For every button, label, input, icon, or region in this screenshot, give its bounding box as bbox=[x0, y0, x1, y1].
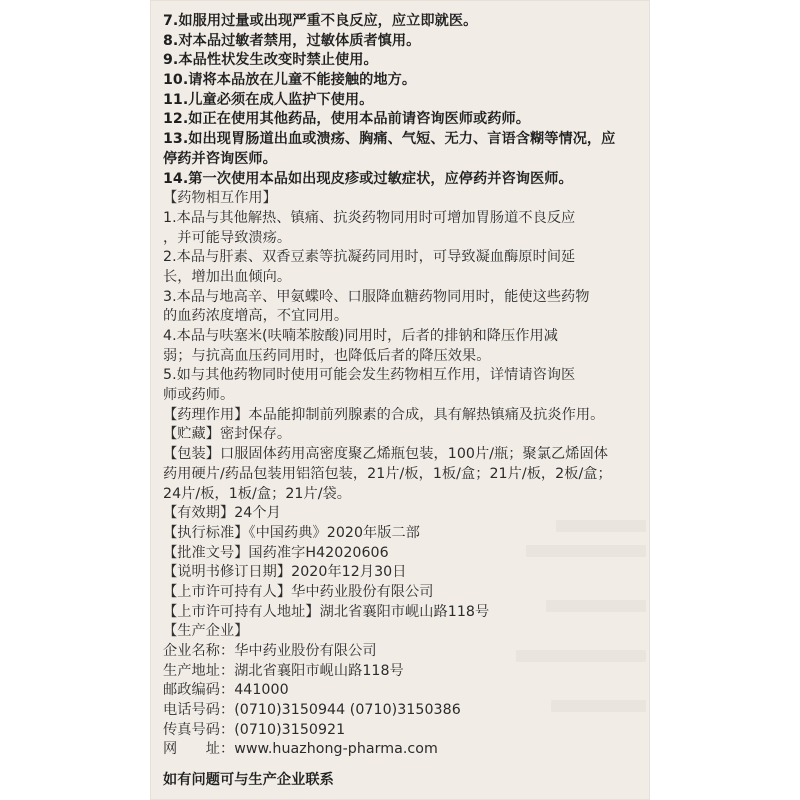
spacer bbox=[163, 760, 641, 771]
packaging-line: 24片/板，1板/盒；21片/袋。 bbox=[163, 485, 352, 502]
precaution-item: 10.请将本品放在儿童不能接触的地方。 bbox=[163, 72, 417, 89]
pharmacology-section: 【药理作用】本品能抑制前列腺素的合成，具有解热镇痛及抗炎作用。 bbox=[163, 406, 605, 423]
precaution-item: 14.第一次使用本品如出现皮疹或过敏症状，应停药并咨询医师。 bbox=[163, 170, 573, 187]
precaution-item: 13.如出现胃肠道出血或溃疡、胸痛、气短、无力、言语含糊等情况，应 bbox=[163, 131, 616, 148]
interactions-header: 【药物相互作用】 bbox=[163, 190, 277, 207]
interaction-line: 1.本品与其他解热、镇痛、抗炎药物同用时可增加胃肠道不良反应 bbox=[163, 209, 576, 226]
interaction-line: 弱；与抗高血压药同用时，也降低后者的降压效果。 bbox=[163, 347, 491, 364]
manufacturer-header: 【生产企业】 bbox=[163, 623, 249, 640]
interaction-line: 4.本品与呋塞米(呋喃苯胺酸)同用时，后者的排钠和降压作用减 bbox=[163, 328, 558, 344]
manufacturer-line: 传真号码：(0710)3150921 bbox=[163, 721, 346, 738]
storage-section: 【贮藏】密封保存。 bbox=[163, 426, 292, 443]
packaging-line: 【包装】口服固体药用高密度聚乙烯瓶包装，100片/瓶；聚氯乙烯固体 bbox=[163, 446, 608, 463]
interaction-line: ，并可能导致溃疡。 bbox=[163, 229, 292, 246]
license-holder-section: 【上市许可持有人】华中药业股份有限公司 bbox=[163, 583, 434, 600]
validity-section: 【有效期】24个月 bbox=[163, 505, 281, 522]
precaution-item: 7.如服用过量或出现严重不良反应，应立即就医。 bbox=[163, 13, 478, 29]
precaution-item: 8.对本品过敏者禁用，过敏体质者慎用。 bbox=[163, 32, 421, 49]
precaution-item: 11.儿童必须在成人监护下使用。 bbox=[163, 91, 374, 108]
standard-section: 【执行标准】《中国药典》2020年版二部 bbox=[163, 524, 421, 541]
precaution-item: 12.如正在使用其他药品，使用本品前请咨询医师或药师。 bbox=[163, 111, 530, 128]
manufacturer-line: 邮政编码：441000 bbox=[163, 682, 289, 699]
manufacturer-website: 网 址：www.huazhong-pharma.com bbox=[163, 741, 438, 758]
interaction-line: 2.本品与肝素、双香豆素等抗凝药同用时，可导致凝血酶原时间延 bbox=[163, 249, 576, 266]
packaging-line: 药用硬片/药品包装用铝箔包装，21片/板，1板/盒；21片/板，2板/盒； bbox=[163, 465, 612, 482]
leaflet-text bbox=[163, 12, 641, 791]
interaction-line: 3.本品与地高辛、甲氨蝶呤、口服降血糖药物同用时，能使这些药物 bbox=[163, 288, 590, 305]
license-holder-address-section: 【上市许可持有人地址】湖北省襄阳市岘山路118号 bbox=[163, 603, 490, 620]
precaution-item-continued: 停药并咨询医师。 bbox=[163, 150, 277, 167]
interaction-line: 的血药浓度增高，不宜同用。 bbox=[163, 308, 349, 325]
contact-note: 如有问题可与生产企业联系 bbox=[163, 772, 334, 789]
interaction-line: 师或药师。 bbox=[163, 387, 235, 404]
precaution-item: 9.本品性状发生改变时禁止使用。 bbox=[163, 52, 378, 69]
manufacturer-line: 生产地址：湖北省襄阳市岘山路118号 bbox=[163, 662, 404, 679]
manufacturer-line: 电话号码：(0710)3150944 (0710)3150386 bbox=[163, 702, 461, 719]
manufacturer-line: 企业名称：华中药业股份有限公司 bbox=[163, 643, 377, 659]
interaction-line: 5.如与其他药物同时使用可能会发生药物相互作用，详情请咨询医 bbox=[163, 367, 576, 384]
leaflet-sheet bbox=[150, 0, 650, 800]
approval-section: 【批准文号】国药准字H42020606 bbox=[163, 544, 389, 561]
revision-date-section: 【说明书修订日期】2020年12月30日 bbox=[163, 564, 407, 581]
interaction-line: 长，增加出血倾向。 bbox=[163, 268, 292, 285]
